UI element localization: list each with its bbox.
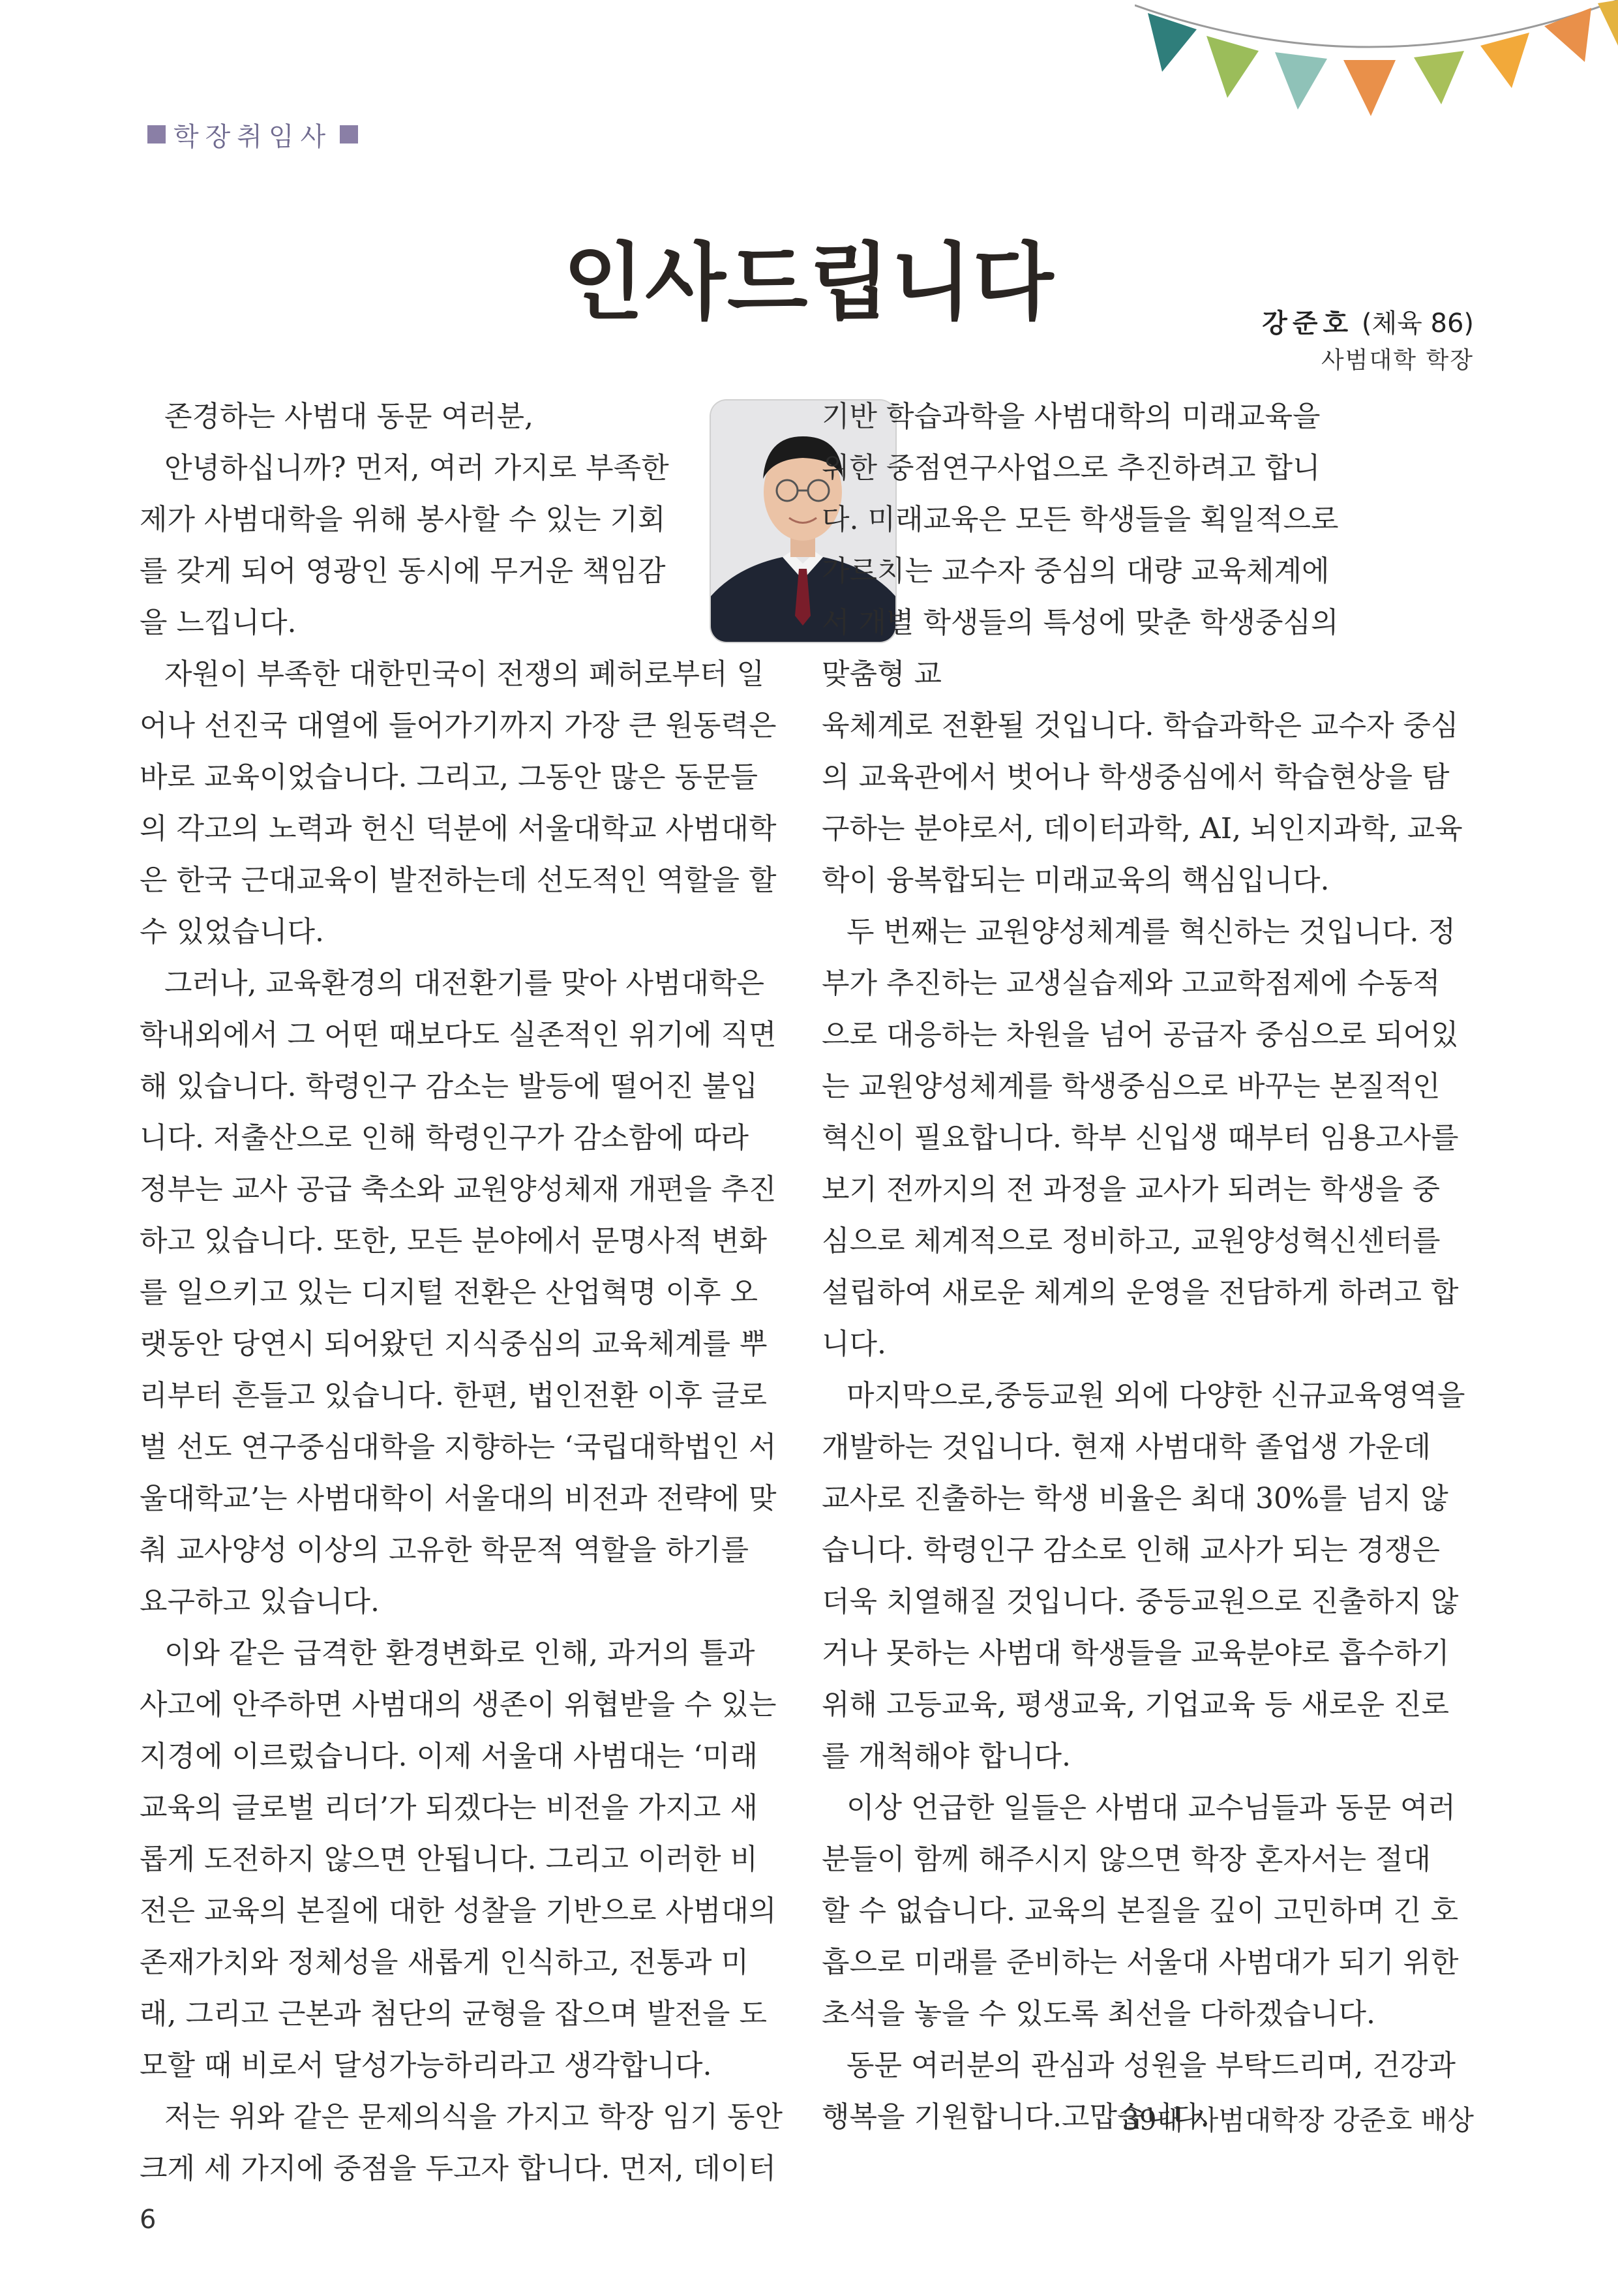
paragraph: 안녕하십니까? 먼저, 여러 가지로 부족한 제가 사범대학을 위해 봉사할 수 있는 기회를 갖게 되어 영광인 동시에 무거운 책임감을 느낍니다. xyxy=(140,451,669,639)
paragraph: 이와 같은 급격한 환경변화로 인해, 과거의 틀과 사고에 안주하면 사범대의 생존이 위협받을 수 있는 지경에 이르렀습니다. 이제 서울대 사범대는 ‘미래교육의 글로벌 리더’가 되겠다는 비전을 가지고 새롭게 도전하지 않으면 안됩니다. 그리고 이러한 비전은 교육의 본질에 대한 성찰을 기반으로 사범대의 존재가치와 정체성을 새롭게 인식하고, 전통과 미래, 그리고 근본과 첨단의 균형을 잡으며 발전을 도모할 때 비로서 달성가능하리라고 생각합니다. xyxy=(140,1637,777,2082)
left-column xyxy=(140,391,785,2194)
paragraph: 마지막으로,중등교원 외에 다양한 신규교육영역을 개발하는 것입니다. 현재 사범대학 졸업생 가운데 교사로 진출하는 학생 비율은 최대 30%를 넘지 않습니다. 학령인구 감소로 인해 교사가 되는 경쟁은 더욱 치열해질 것입니다. 중등교원으로 진출하지 않거나 못하는 사범대 학생들을 교육분야로 흡수하기 위해 고등교육, 평생교육, 기업교육 등 새로운 진로를 개척해야 합니다. xyxy=(822,1379,1465,1773)
right-column xyxy=(822,391,1467,2143)
paragraph: 자원이 부족한 대한민국이 전쟁의 폐허로부터 일어나 선진국 대열에 들어가기까지 가장 큰 원동력은 바로 교육이었습니다. 그리고, 그동안 많은 동문들의 각고의 노력과 헌신 덕분에 서울대학교 사범대학은 한국 근대교육이 발전하는데 선도적인 역할을 할 수 있었습니다. xyxy=(140,657,777,948)
author-position: 사범대학 학장 xyxy=(1321,347,1474,374)
paragraph: 두 번째는 교원양성체계를 혁신하는 것입니다. 정부가 추진하는 교생실습제와 고교학점제에 수동적으로 대응하는 차원을 넘어 공급자 중심으로 되어있는 교원양성체계를 학생중심으로 바꾸는 본질적인 혁신이 필요합니다. 학부 신입생 때부터 임용고사를 보기 전까지의 전 과정을 교사가 되려는 학생을 중심으로 체계적으로 정비하고, 교원양성혁신센터를 설립하여 새로운 체계의 운영을 전담하게 하려고 합니다. xyxy=(822,915,1459,1361)
author-block xyxy=(1262,303,1474,375)
paragraph: 저는 위와 같은 문제의식을 가지고 학장 임기 동안 크게 세 가지에 중점을 두고자 합니다. 먼저, 데이터 xyxy=(140,2100,783,2185)
section-tag-label: 학장취임사 xyxy=(173,121,333,152)
page-title: 인사드립니다 xyxy=(563,234,1055,331)
signature: 39대 사범대학장 강준호 배상 xyxy=(1122,2104,1474,2136)
tag-square-left xyxy=(147,125,166,144)
section-tag xyxy=(140,115,366,154)
paragraph: 존경하는 사범대 동문 여러분, xyxy=(164,400,533,433)
paragraph: 육체계로 전환될 것입니다. 학습과학은 교수자 중심의 교육관에서 벗어나 학생중심에서 학습현상을 탐구하는 분야로서, 데이터과학, AI, 뇌인지과학, 교육학이 융복합되는 미래교육의 핵심입니다. xyxy=(822,709,1463,897)
author-dept: (체육 86) xyxy=(1361,309,1474,339)
tag-square-right xyxy=(340,125,358,144)
author-name: 강준호 xyxy=(1262,309,1354,339)
paragraph: 그러나, 교육환경의 대전환기를 맞아 사범대학은 학내외에서 그 어떤 때보다도 실존적인 위기에 직면해 있습니다. 학령인구 감소는 발등에 떨어진 불입니다. 저출산으로 인해 학령인구가 감소함에 따라 정부는 교사 공급 축소와 교원양성체재 개편을 추진하고 있습니다. 또한, 모든 분야에서 문명사적 변화를 일으키고 있는 디지털 전환은 산업혁명 이후 오랫동안 당연시 되어왔던 지식중심의 교육체계를 뿌리부터 흔들고 있습니다. 한편, 법인전환 이후 글로벌 선도 연구중심대학을 지향하는 ‘국립대학법인 서울대학교’는 사범대학이 서울대의 비전과 전략에 맞춰 교사양성 이상의 고유한 학문적 역할을 하기를 요구하고 있습니다. xyxy=(140,967,777,1618)
paragraph: 기반 학습과학을 사범대학의 미래교육을 위한 중점연구사업으로 추진하려고 합니다. 미래교육은 모든 학생들을 획일적으로 가르치는 교수자 중심의 대량 교육체계에서 개별 학생들의 특성에 맞춘 학생중심의 맞춤형 교 xyxy=(822,400,1339,691)
page-number: 6 xyxy=(140,2205,157,2235)
paragraph: 이상 언급한 일들은 사범대 교수님들과 동문 여러분들이 함께 해주시지 않으면 학장 혼자서는 절대 할 수 없습니다. 교육의 본질을 깊이 고민하며 긴 호흡으로 미래를 준비하는 서울대 사범대가 되기 위한 초석을 놓을 수 있도록 최선을 다하겠습니다. xyxy=(822,1791,1459,2031)
bunting-decoration xyxy=(1135,0,1618,137)
paragraph: 동문 여러분의 관심과 성원을 부탁드리며, 건강과 행복을 기원합니다.고맙습니다. xyxy=(822,2049,1456,2134)
